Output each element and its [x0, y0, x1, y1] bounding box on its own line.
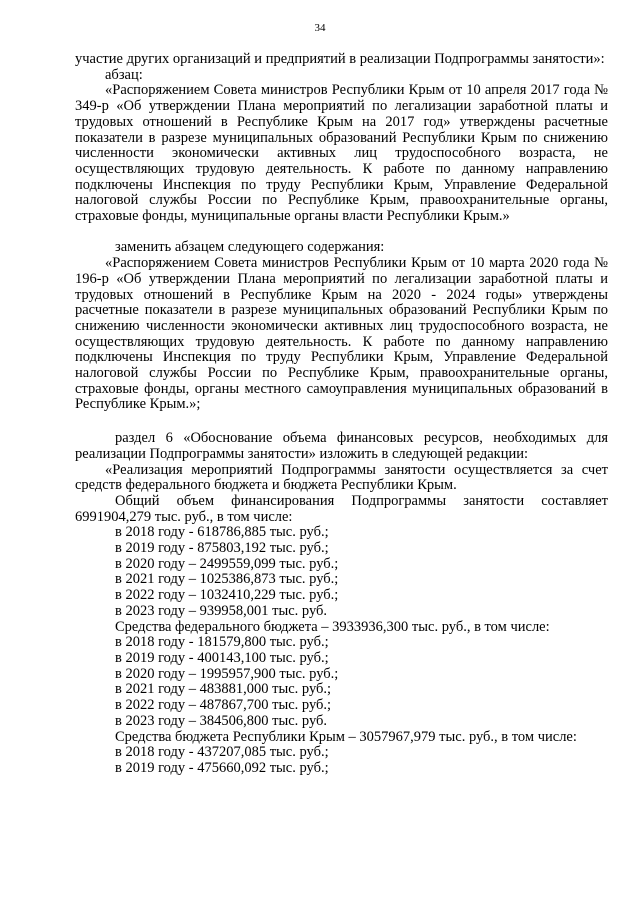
list-item: в 2023 году – 384506,800 тыс. руб.	[115, 712, 328, 729]
paragraph-total-funding: Общий объем финансирования Подпрограммы занятости составляет 6991904,279 тыс. руб., в том числе:	[75, 492, 608, 525]
list-item: в 2018 году - 437207,085 тыс. руб.;	[115, 744, 329, 761]
paragraph-continuation: участие других организаций и предприятий в реализации Подпрограммы занятости»:	[75, 51, 605, 67]
list-item: в 2018 году - 181579,800 тыс. руб.;	[115, 634, 329, 651]
paragraph-section-6: раздел 6 «Обоснование объема финансовых ресурсов, необходимых для реализации Подпрограммы занятости» изложить в следующей редакции:	[75, 430, 608, 462]
list-item: в 2021 году – 1025386,873 тыс. руб.;	[115, 571, 339, 588]
crimea-funding-list	[75, 745, 608, 776]
list-item: в 2018 году - 618786,885 тыс. руб.;	[115, 524, 329, 541]
federal-funding-list	[75, 635, 608, 729]
list-item: в 2022 году – 1032410,229 тыс. руб.;	[115, 587, 339, 604]
paragraph-replace-instruction: заменить абзацем следующего содержания:	[115, 239, 385, 256]
list-item: в 2020 году – 2499559,099 тыс. руб.;	[115, 555, 339, 572]
total-funding-list	[75, 525, 608, 619]
list-item: в 2019 году - 475660,092 тыс. руб.;	[115, 759, 329, 776]
paragraph-funding-sources: «Реализация мероприятий Подпрограммы занятости осуществляется за счет средств федерального бюджета и бюджета Республики Крым.	[75, 461, 608, 494]
federal-budget-heading: Средства федерального бюджета – 3933936,300 тыс. руб., в том числе:	[115, 618, 550, 635]
list-item: в 2019 году - 875803,192 тыс. руб.;	[115, 540, 329, 557]
document-body	[75, 52, 608, 777]
paragraph-abzac: абзац:	[105, 66, 143, 83]
list-item: в 2020 году – 1995957,900 тыс. руб.;	[115, 665, 339, 682]
list-item: в 2021 году – 483881,000 тыс. руб.;	[115, 681, 332, 698]
paragraph-old-text: «Распоряжением Совета министров Республики Крым от 10 апреля 2017 года № 349-р «Об утверждении Плана мероприятий по легализации заработной платы и трудовых отношений в Республике Крым на 2017 год» утверждены расчетные показатели в разрезе муниципальных образований Республики Крым по снижению численности экономически активных лиц трудоспособного возраста, не осуществляющих трудовую деятельность. К работе по данному направлению подключены Инспекция по труду Республики Крым, Управление Федеральной налоговой службы России по Республике Крым, правоохранительные органы, страховые фонды, муниципальные органы власти Республики Крым.»	[75, 82, 608, 225]
spacer	[75, 413, 608, 431]
list-item: в 2022 году – 487867,700 тыс. руб.;	[115, 697, 332, 714]
spacer	[75, 225, 608, 241]
list-item: в 2019 году - 400143,100 тыс. руб.;	[115, 650, 329, 666]
page-number: 34	[314, 22, 326, 34]
crimea-budget-heading: Средства бюджета Республики Крым – 3057967,979 тыс. руб., в том числе:	[115, 728, 577, 745]
list-item: в 2023 году – 939958,001 тыс. руб.	[115, 602, 328, 619]
paragraph-new-text: «Распоряжением Совета министров Республики Крым от 10 марта 2020 года № 196-р «Об утверждении Плана мероприятий по легализации заработной платы и трудовых отношений в Республике Крым на 2020 - 2024 годы» утверждены расчетные показатели в разрезе муниципальных образований Республики Крым по снижению численности экономически активных лиц трудоспособного возраста, не осуществляющих трудовую деятельность. К работе по данному направлению подключены Инспекция по труду Республики Крым, Управление Федеральной налоговой службы России по Республике Крым, правоохранительные органы, страховые фонды, органы местного самоуправления муниципальных образований в Республике Крым.»;	[75, 255, 608, 413]
